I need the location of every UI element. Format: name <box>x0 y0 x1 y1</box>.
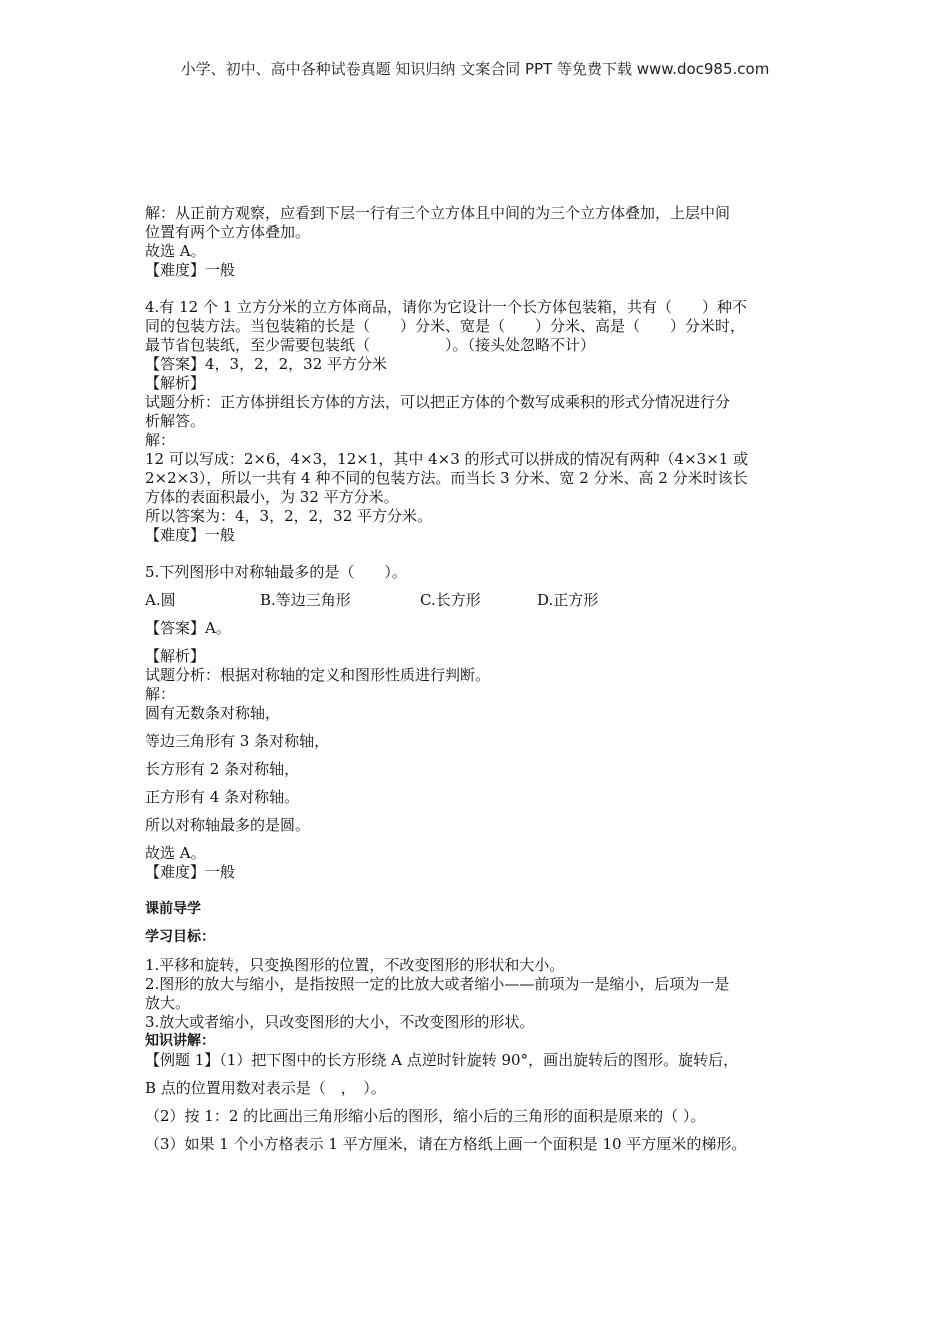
knowledge-title: 知识讲解： <box>145 1033 215 1049</box>
q5-answer: 【答案】A。 <box>145 619 231 637</box>
goal-2-line-1: 2.图形的放大与缩小，是指按照一定的比放大或者缩小——前项为一是缩小，后项为一是 <box>145 975 730 993</box>
goal-2-line-2: 放大。 <box>145 994 191 1012</box>
q4-difficulty: 【难度】一般 <box>145 526 236 544</box>
example-3: （3）如果 1 个小方格表示 1 平方厘米，请在方格纸上画一个面积是 10 平方厘米的梯形。 <box>145 1135 747 1153</box>
q5-analysis-label: 【解析】 <box>145 647 206 665</box>
q5-difficulty: 【难度】一般 <box>145 863 236 881</box>
q4-solution-line-1: 12 可以写成：2×6，4×3，12×1，其中 4×3 的形式可以拼成的情况有两种（4×3×1 或 <box>145 450 749 468</box>
preview-title: 课前导学 <box>145 901 201 917</box>
q3-choose: 故选 A。 <box>145 242 206 260</box>
example-1-line-1: 【例题 1】（1）把下图中的长方形绕 A 点逆时针旋转 90°，画出旋转后的图形。旋转后， <box>145 1051 739 1069</box>
q3-solution-line-1: 解：从正前方观察，应看到下层一行有三个立方体且中间的为三个立方体叠加，上层中间 <box>145 204 731 222</box>
q4-conclusion: 所以答案为：4，3，2，2，32 平方分米。 <box>145 507 433 525</box>
q3-solution-line-2: 位置有两个立方体叠加。 <box>145 223 311 241</box>
q4-question-line-1: 4.有 12 个 1 立方分米的立方体商品，请你为它设计一个长方体包装箱，共有（ ）种不 <box>145 298 748 316</box>
q5-line-4: 正方形有 4 条对称轴。 <box>145 788 300 806</box>
q5-line-5: 所以对称轴最多的是圆。 <box>145 816 311 834</box>
q4-solution-line-2: 2×2×3），所以一共有 4 种不同的包装方法。而当长 3 分米、宽 2 分米、高 2 分米时该长 <box>145 469 748 487</box>
goal-3: 3.放大或者缩小，只改变图形的大小，不改变图形的形状。 <box>145 1013 535 1031</box>
q5-analysis: 试题分析：根据对称轴的定义和图形性质进行判断。 <box>145 666 491 684</box>
q4-analysis-line-1: 试题分析：正方体拼组长方体的方法，可以把正方体的个数写成乘积的形式分情况进行分 <box>145 393 731 411</box>
q5-option-b: B.等边三角形 <box>260 591 351 609</box>
q5-choose: 故选 A。 <box>145 844 206 862</box>
q5-option-c: C.长方形 <box>420 591 481 609</box>
q4-solution-line-3: 方体的表面积最小，为 32 平方分米。 <box>145 488 399 506</box>
example-2: （2）按 1：2 的比画出三角形缩小后的图形，缩小后的三角形的面积是原来的（ ）。 <box>145 1107 706 1125</box>
goals-title: 学习目标： <box>145 929 215 945</box>
q5-options <box>145 591 810 610</box>
q5-question: 5.下列图形中对称轴最多的是（ ）。 <box>145 563 407 581</box>
goal-1: 1.平移和旋转，只变换图形的位置，不改变图形的形状和大小。 <box>145 956 565 974</box>
q3-difficulty: 【难度】一般 <box>145 261 236 279</box>
q5-solution-label: 解： <box>145 685 176 703</box>
q5-option-a: A.圆 <box>145 591 176 609</box>
q4-question-line-3: 最节省包装纸，至少需要包装纸（ ）。（接头处忽略不计） <box>145 336 596 354</box>
example-1-line-2: B 点的位置用数对表示是（ ， ）。 <box>145 1079 386 1097</box>
page-header: 小学、初中、高中各种试卷真题 知识归纳 文案合同 PPT 等免费下载 www.doc985.com <box>180 60 770 78</box>
q5-line-2: 等边三角形有 3 条对称轴， <box>145 732 330 750</box>
document-body <box>145 204 810 1154</box>
q5-line-1: 圆有无数条对称轴， <box>145 704 281 722</box>
q4-answer: 【答案】4，3，2，2，32 平方分米 <box>145 355 388 373</box>
q5-line-3: 长方形有 2 条对称轴， <box>145 760 300 778</box>
q4-solution-label: 解： <box>145 431 176 449</box>
q4-question-line-2: 同的包装方法。当包装箱的长是（ ）分米、宽是（ ）分米、高是（ ）分米时， <box>145 317 746 335</box>
q4-analysis-line-2: 析解答。 <box>145 412 206 430</box>
q4-analysis-label: 【解析】 <box>145 374 206 392</box>
q5-option-d: D.正方形 <box>537 591 599 609</box>
